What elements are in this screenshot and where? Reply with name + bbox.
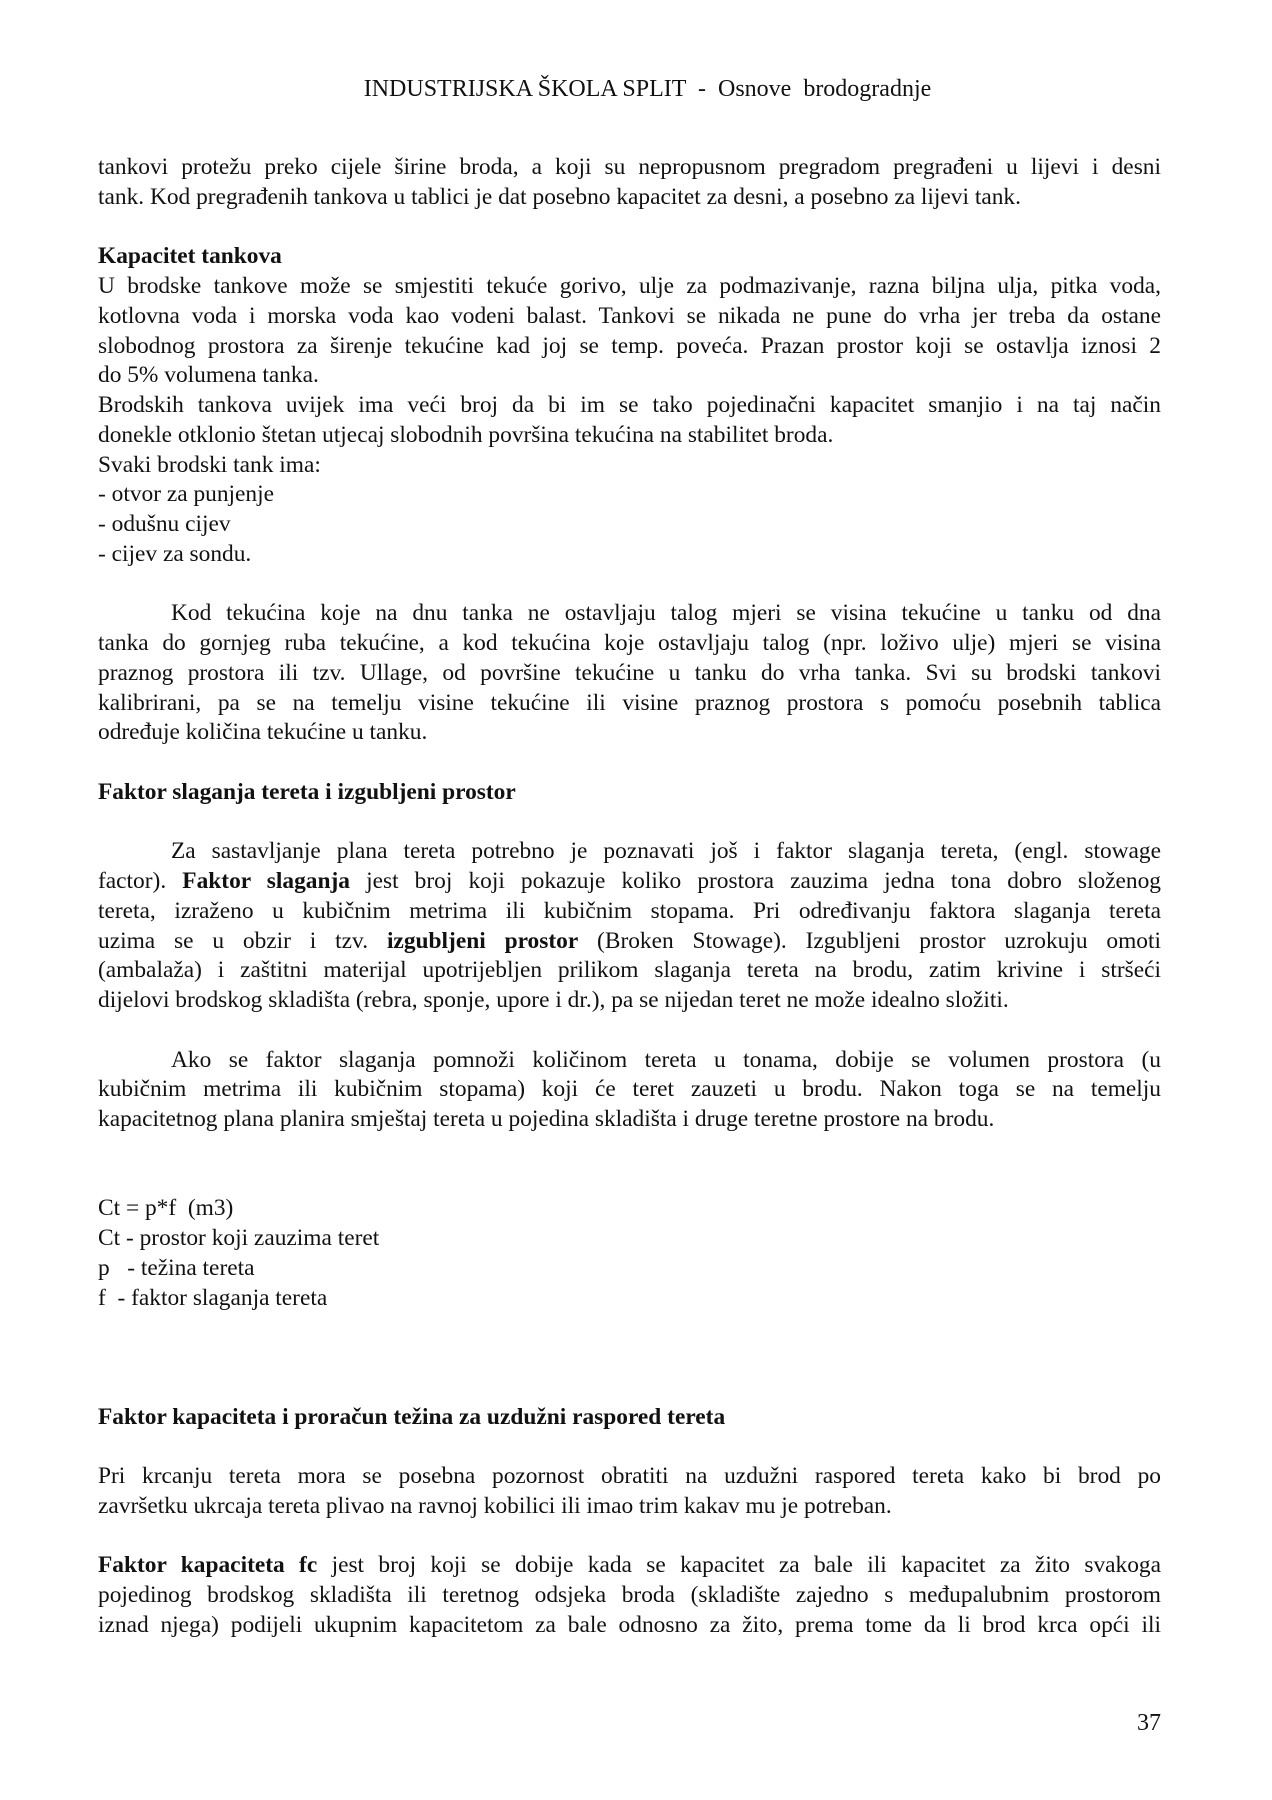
text-run: kotlovna voda i morska voda kao vodeni balast. Tankovi se nikada ne pune do vrha jer treba da ostane — [98, 302, 1161, 329]
text-run: kapacitetnog plana planira smještaj tereta u pojedina skladišta i druge teretne prostore na brodu. — [98, 1106, 995, 1132]
text-line — [98, 510, 1161, 540]
text-run: tereta, izraženo u kubičnim metrima ili kubičnim stopama. Pri određivanju faktora slaganja tereta — [98, 897, 1161, 924]
text-line — [98, 956, 1161, 986]
text-line — [98, 1105, 1161, 1135]
text-run: U brodske tankove može se smjestiti tekuće gorivo, ulje za podmazivanje, razna biljna ulja, pitka voda, — [98, 273, 1161, 299]
text-line — [98, 1075, 1161, 1105]
text-run: dijelovi brodskog skladišta (rebra, sponje, upore i dr.), pa se nijedan teret ne može idealno složiti. — [98, 987, 1009, 1013]
text-line — [98, 1611, 1161, 1641]
text-run: Ako se faktor slaganja pomnoži količinom tereta u tonama, dobije se volumen prostora (u — [171, 1046, 1161, 1073]
text-line — [98, 480, 1161, 510]
text-line — [98, 867, 1161, 897]
text-run: jest broj koji se dobije kada se kapacitet za bale ili kapacitet za žito svakoga — [317, 1552, 1161, 1579]
bold-text: Faktor kapaciteta fc — [98, 1552, 318, 1579]
text-run: pojedinog brodskog skladišta ili teretnog odsjeka broda (skladište zajedno s međupalubnim prostorom — [98, 1582, 1161, 1608]
text-run: Ct - prostor koji zauzima teret — [98, 1225, 380, 1251]
text-line — [98, 718, 1161, 748]
text-run: jest broj koji pokazuje koliko prostora zauzima jedna tona dobro složenog — [350, 868, 1162, 894]
text-line — [98, 540, 1161, 570]
text-line — [98, 421, 1161, 451]
text-run: praznog prostora ili tzv. Ullage, od površine tekućine u tanku do vrha tanka. Svi su brodski tankovi — [98, 659, 1161, 686]
text-run: Pri krcanju tereta mora se posebna pozornost obratiti na uzdužni raspored tereta kako bi brod po — [98, 1463, 1161, 1489]
text-run: kalibrirani, pa se na temelju visine tekućine ili visine praznog prostora s pomoću posebnih tablica — [98, 689, 1161, 716]
text-line — [98, 391, 1161, 421]
text-run: p - težina tereta — [98, 1254, 255, 1281]
text-run: factor). — [98, 868, 183, 894]
text-line — [98, 361, 1161, 391]
bold-text: Faktor slaganja — [182, 868, 350, 894]
text-run: Brodskih tankova uvijek ima veći broj da bi im se tako pojedinačni kapacitet smanjio i na taj način — [98, 392, 1161, 418]
text-line — [98, 1462, 1161, 1492]
text-line — [98, 897, 1161, 927]
text-line — [98, 1224, 1161, 1254]
page-header: INDUSTRIJSKA ŠKOLA SPLIT - Osnove brodogradnje — [363, 76, 932, 102]
text-run: f - faktor slaganja tereta — [98, 1284, 328, 1311]
text-line — [98, 927, 1161, 957]
text-line — [98, 332, 1161, 362]
text-run: donekle otklonio štetan utjecaj slobodnih površina tekućina na stabilitet broda. — [98, 421, 834, 448]
bold-text: izgubljeni prostor — [386, 927, 579, 954]
text-line — [98, 451, 1161, 481]
text-line — [98, 599, 1161, 629]
text-line — [98, 1551, 1161, 1581]
text-line — [98, 837, 1161, 867]
text-line — [98, 242, 1161, 272]
text-run: kubičnim metrima ili kubičnim stopama) koji će teret zauzeti u brodu. Nakon toga se na temelju — [98, 1076, 1161, 1103]
text-line — [98, 1254, 1161, 1284]
text-line — [98, 183, 1161, 213]
text-run: tankovi protežu preko cijele širine broda, a koji su nepropusnom pregradom pregrađeni u lijevi i desni — [98, 154, 1161, 180]
text-run: - cijev za sondu. — [98, 540, 252, 567]
text-run: Kod tekućina koje na dnu tanka ne ostavljaju talog mjeri se visina tekućine u tanku od dna — [171, 600, 1161, 627]
text-line — [98, 153, 1161, 183]
text-line — [98, 1046, 1161, 1076]
text-run: Svaki brodski tank ima: — [98, 451, 321, 478]
text-line — [98, 1284, 1161, 1314]
text-run: Ct = p*f (m3) — [98, 1195, 234, 1222]
text-line — [98, 629, 1161, 659]
text-run: Za sastavljanje plana tereta potrebno je poznavati još i faktor slaganja tereta, (engl. stowage — [171, 838, 1161, 865]
text-run: do 5% volumena tanka. — [98, 362, 319, 389]
text-line — [98, 986, 1161, 1016]
bold-text: Kapacitet tankova — [98, 243, 282, 270]
text-line — [98, 1403, 1161, 1433]
text-run: - odušnu cijev — [98, 511, 231, 537]
text-line — [98, 1492, 1161, 1522]
text-line — [98, 689, 1161, 719]
text-run: iznad njega) podijeli ukupnim kapacitetom za bale odnosno za žito, prema tome da li brod krca opći ili — [98, 1611, 1161, 1638]
text-run: (Broken Stowage). Izgubljeni prostor uzrokuju omoti — [578, 927, 1161, 954]
bold-text: Faktor kapaciteta i proračun težina za uzdužni raspored tereta — [98, 1403, 726, 1430]
page-number: 37 — [1137, 1710, 1161, 1736]
text-run: određuje količina tekućine u tanku. — [98, 719, 428, 746]
text-line — [98, 778, 1161, 808]
text-run: (ambalaža) i zaštitni materijal upotrijebljen prilikom slaganja tereta na brodu, zatim krivine i stršeći — [98, 957, 1161, 984]
text-line — [98, 272, 1161, 302]
text-run: tank. Kod pregrađenih tankova u tablici je dat posebno kapacitet za desni, a posebno za lijevi tank. — [98, 183, 1021, 210]
text-line — [98, 302, 1161, 332]
text-line — [98, 659, 1161, 689]
text-line — [98, 1581, 1161, 1611]
text-line — [98, 1194, 1161, 1224]
text-run: tanka do gornjeg ruba tekućine, a kod tekućina koje ostavljaju talog (npr. loživo ulje) mjeri se visina — [98, 630, 1161, 656]
text-run: uzima se u obzir i tzv. — [98, 927, 387, 954]
text-run: slobodnog prostora za širenje tekućine kad joj se temp. poveća. Prazan prostor koji se ostavlja iznosi 2 — [98, 332, 1161, 359]
text-run: - otvor za punjenje — [98, 481, 275, 508]
bold-text: Faktor slaganja tereta i izgubljeni prostor — [98, 778, 516, 805]
text-run: završetku ukrcaja tereta plivao na ravnoj kobilici ili imao trim kakav mu je potreban. — [98, 1492, 892, 1519]
